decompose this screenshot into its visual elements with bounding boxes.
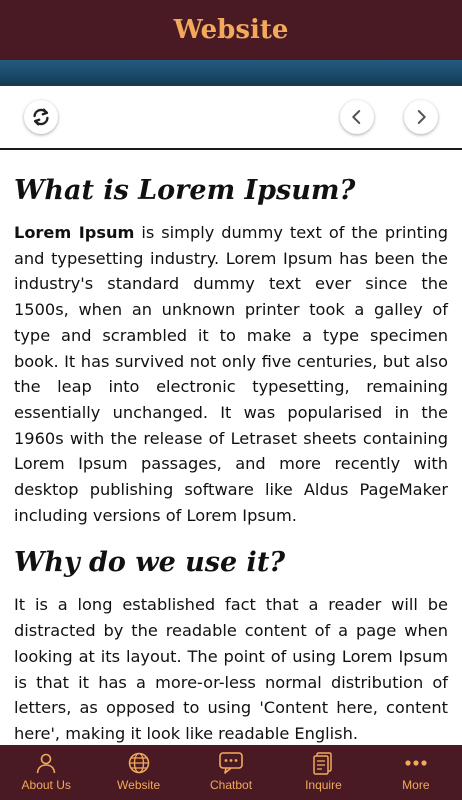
person-icon [34, 751, 58, 775]
refresh-icon [30, 106, 52, 128]
bottom-navigation [0, 745, 462, 800]
article-heading-what: What is Lorem Ipsum? [14, 175, 356, 206]
chat-bubble-icon [218, 751, 244, 775]
app-header [0, 0, 462, 60]
article-paragraph-2: It is a long established fact that a reader will be distracted by the readable content of a page when looking at its layout. The point of using Lorem Ipsum is that it has a more-or-less normal distribution of letters, as opposed to using 'Content here, content here', making it look like readable English. [14, 595, 448, 743]
nav-label-about-us: About Us [21, 778, 71, 792]
globe-icon [127, 751, 151, 775]
nav-item-chatbot[interactable] [185, 745, 277, 800]
back-button[interactable] [340, 100, 374, 134]
header-banner [0, 60, 462, 86]
page-title: Website [173, 15, 289, 45]
nav-item-inquire[interactable] [277, 745, 369, 800]
lorem-ipsum-bold: Lorem Ipsum [14, 223, 135, 242]
nav-label-more: More [402, 778, 430, 792]
more-dots-icon [403, 751, 429, 775]
nav-label-chatbot: Chatbot [210, 778, 253, 792]
nav-item-website[interactable] [92, 745, 184, 800]
nav-label-inquire: Inquire [305, 778, 342, 792]
chevron-left-icon [348, 108, 366, 126]
refresh-button[interactable] [24, 100, 58, 134]
article-heading-why: Why do we use it? [14, 547, 286, 579]
nav-item-about-us[interactable] [0, 745, 92, 800]
browser-toolbar [0, 86, 462, 150]
article-paragraph-1 [14, 220, 448, 528]
paragraph-1-text: is simply dummy text of the printing and typesetting industry. Lorem Ipsum has been the industry's standard dummy text ever since the 1500s, when an unknown printer took a galley of type and scrambled it to make a type specimen book. It has survived not only five centuries, but also the leap into electronic typesetting, remaining essentially unchanged. It was popularised in the 1960s with the release of Letraset sheets containing Lorem Ipsum passages, and more recently with desktop publishing software like Aldus PageMaker including versions of Lorem Ipsum. [14, 223, 448, 525]
forward-button[interactable] [404, 100, 438, 134]
nav-item-more[interactable] [370, 745, 462, 800]
nav-label-website: Website [117, 778, 161, 792]
chevron-right-icon [412, 108, 430, 126]
web-content[interactable] [0, 160, 462, 745]
document-icon [311, 751, 335, 775]
